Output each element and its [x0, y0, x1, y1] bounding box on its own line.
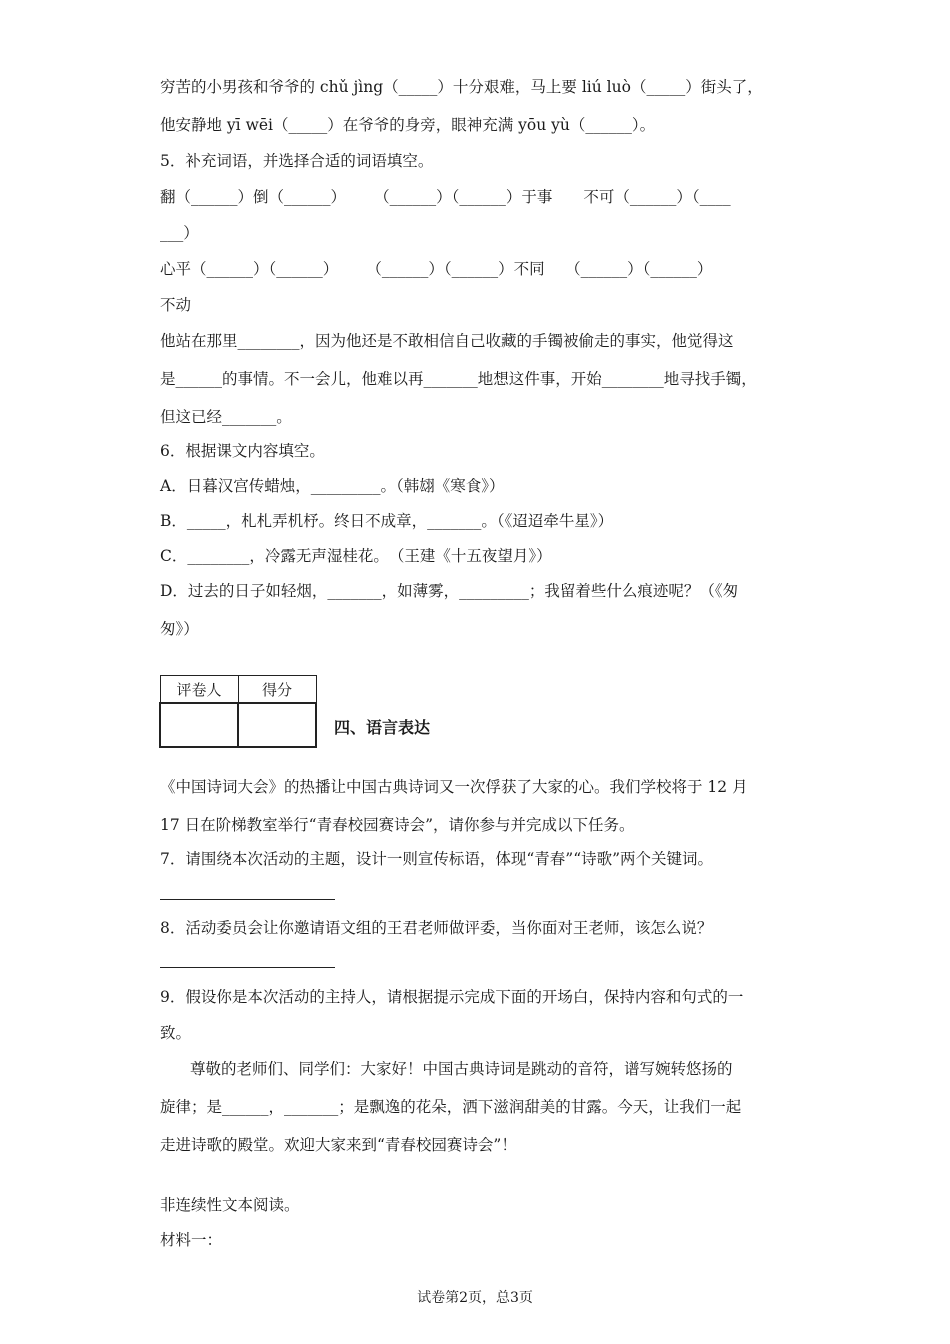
- question-5-row-1: 翻（______）倒（______） （______）（______）于事 不可（______）（____: [160, 188, 731, 206]
- section-4-intro-1: 《中国诗词大会》的热播让中国古典诗词又一次俘获了大家的心。我们学校将于 12 月: [160, 778, 748, 796]
- question-9-cont: 致。: [160, 1024, 192, 1042]
- question-5-row-1-cont: ___）: [160, 224, 199, 242]
- question-6-d: D．过去的日子如轻烟，_______，如薄雾，_________；我留着些什么痕迹呢？（《匆: [160, 582, 739, 600]
- score-table-score-cell: [238, 703, 316, 747]
- question-9-speech-3: 走进诗歌的殿堂。欢迎大家来到“青春校园赛诗会”！: [160, 1136, 517, 1154]
- score-table-reviewer-cell: [160, 703, 238, 747]
- question-5-row-2: 心平（______）（______） （______）（______）不同 （______）（______）: [160, 260, 713, 278]
- nonlinear-reading-heading: 非连续性文本阅读。: [160, 1196, 300, 1214]
- question-7-answer-line: [160, 899, 335, 900]
- question-8: 8．活动委员会让你邀请语文组的王君老师做评委，当你面对王老师，该怎么说？: [160, 919, 713, 937]
- question-6-b: B．_____，札札弄机杼。终日不成章，_______。（《迢迢牵牛星》）: [160, 512, 614, 530]
- question-6-c: C．________，冷露无声湿桂花。 （王建《十五夜望月》）: [160, 547, 552, 565]
- question-5-paragraph-1: 他站在那里________，因为他还是不敢相信自己收藏的手镯被偷走的事实，他觉得这: [160, 332, 734, 350]
- question-9-speech-2: 旋律；是______，_______；是飘逸的花朵，洒下滋润甜美的甘露。今天，让我们一起: [160, 1098, 742, 1116]
- section-4-title: 四、语言表达: [334, 718, 431, 737]
- question-6-a: A．日暮汉宫传蜡烛，_________。（韩翃《寒食》）: [160, 477, 505, 495]
- score-table-reviewer-header: 评卷人: [160, 676, 238, 704]
- score-table: [159, 675, 317, 748]
- question-5-title: 5．补充词语，并选择合适的词语填空。: [160, 152, 434, 170]
- question-9-speech-1: 尊敬的老师们、同学们：大家好！中国古典诗词是跳动的音符，谱写婉转悠扬的: [190, 1060, 733, 1078]
- question-6-d-cont: 匆》）: [160, 620, 199, 638]
- question-9: 9．假设你是本次活动的主持人，请根据提示完成下面的开场白，保持内容和句式的一: [160, 988, 744, 1006]
- score-table-score-header: 得分: [238, 676, 316, 704]
- question-6-title: 6．根据课文内容填空。: [160, 442, 325, 460]
- section-4-intro-2: 17 日在阶梯教室举行“青春校园赛诗会”，请你参与并完成以下任务。: [160, 816, 635, 834]
- material-1-label: 材料一：: [160, 1231, 223, 1249]
- question-8-answer-line: [160, 967, 335, 968]
- question-5-paragraph-3: 但这已经_______。: [160, 408, 292, 426]
- text-line-pinyin-1: 穷苦的小男孩和爷爷的 chǔ jìng（_____）十分艰难，马上要 liú luò（_____）街头了，: [160, 78, 763, 96]
- question-5-paragraph-2: 是______的事情。不一会儿，他难以再_______地想这件事，开始________地寻找手镯，: [160, 370, 757, 388]
- question-7: 7．请围绕本次活动的主题，设计一则宣传标语，体现“青春”“诗歌”两个关键词。: [160, 850, 714, 868]
- question-5-row-2-cont: 不动: [160, 296, 192, 314]
- text-line-pinyin-2: 他安静地 yī wēi（_____）在爷爷的身旁，眼神充满 yōu yù（______）。: [160, 116, 656, 134]
- page-footer: 试卷第2页，总3页: [417, 1290, 533, 1306]
